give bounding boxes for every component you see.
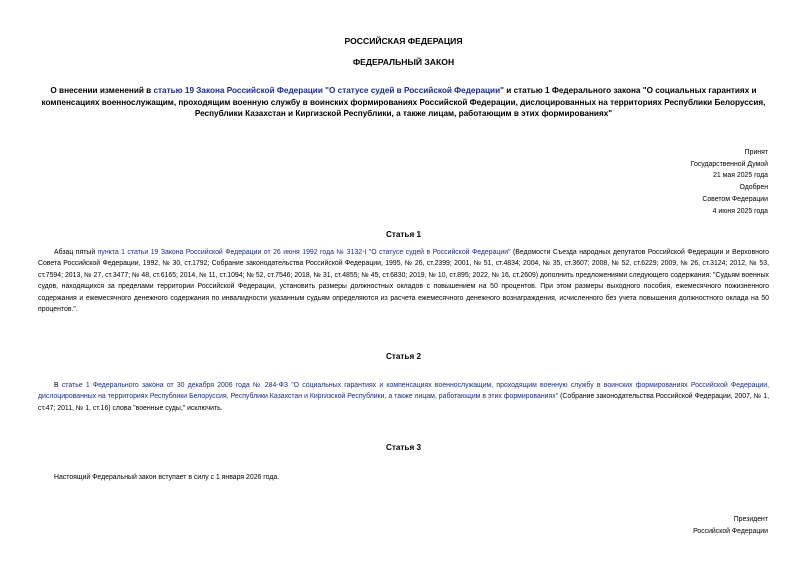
law-type-heading: ФЕДЕРАЛЬНЫЙ ЗАКОН (352, 57, 455, 67)
approved-by: Советом Федерации (702, 195, 768, 203)
article-2-text-a: В (54, 382, 62, 389)
country-heading: РОССИЙСКАЯ ФЕДЕРАЦИЯ (344, 36, 463, 46)
adopted-by: Государственной Думой (690, 160, 768, 168)
approved-label: Одобрен (739, 184, 768, 192)
article-1-text (38, 247, 769, 315)
signature-country: Российской Федерации (693, 527, 768, 535)
article-2-title: Статья 2 (385, 352, 422, 361)
adoption-block (691, 147, 768, 217)
adopted-date: 21 мая 2025 года (713, 172, 768, 180)
article-3-text (38, 472, 769, 483)
article-2-link[interactable]: статье 1 Федерального закона от 30 декабря 2006 года № 284-ФЗ "О социальных гарантиях и компенсациях военнослужащим, проходящим военную службу в воинских формированиях Российской Федерации, дислоцированных на территориях Республики Белоруссия, Республики Казахстан и Киргизской Республики, а также лицам, работающим в этих формированиях" (38, 382, 769, 401)
law-title-link[interactable]: статью 19 Закона Российской Федерации "О статусе судей в Российской Федерации" (153, 86, 504, 95)
article-1-text-b: (Ведомости Съезда народных депутатов Российской Федерации и Верховного Совета Российской Федерации, 1992, № 30, ст.1792; Собрание законодательства Российской Федерации, 1995, № 26, ст.2399; 2001, № 51, ст.4834; 2004, № 35, ст.3607; 2008, № 52, ст.6229; 2009, № 26, ст.3124; 2012, № 53, ст.7594; 2013, № 27, ст.3477; № 48, ст.6165; 2014, № 11, ст.1094; № 52, ст.7546; 2018, № 31, ст.4855; № 45, ст.6830; 2019, № 10, ст.895; 2022, № 16, ст.2609) дополнить предложениями следующего содержания: "Судьям военных судов, находящихся за пределами территории Российской Федерации, установить размеры должностных окладов с повышением на 50 процентов. При этом размеры выходного пособия, ежемесячного пожизненного содержания и ежемесячного денежного содержания по инвалидности указанным судьям определяются из расчета ежемесячного денежного вознаграждения, исчисленного без учета повышения должностного оклада на 50 процентов.". (38, 249, 769, 314)
law-title-text-2: и статью 1 Федерального закона "О социальных гарантиях и компенсациях военнослужащим, проходящим военную службу в воинских формированиях Российской Федерации, дислоцированных на территориях Республики Белоруссия, Республики Казахстан и Киргизской Республики, а также лицам, работающим в этих формированиях" (41, 86, 766, 118)
law-title-text-1: О внесении изменений в (50, 86, 154, 95)
signature-title: Президент (733, 516, 768, 523)
article-3-text-body: Настоящий Федеральный закон вступает в силу с 1 января 2026 года. (54, 474, 280, 481)
article-1-title: Статья 1 (385, 230, 422, 239)
law-title (40, 85, 767, 120)
article-3-title: Статья 3 (385, 443, 422, 452)
signature-block (693, 514, 768, 537)
article-1-link[interactable]: пункта 1 статьи 19 Закона Российской Федерации от 26 июня 1992 года № 3132-I "О статусе судей в Российской Федерации" (97, 249, 511, 256)
approved-date: 4 июня 2025 года (712, 207, 768, 215)
article-2-text-b: (Собрание законодательства Российской Федерации, 2007, № 1, ст.47; 2011, № 1, ст.16) слова "военные суды," исключить. (38, 393, 769, 412)
adopted-label: Принят (744, 149, 768, 156)
article-2-text (38, 380, 769, 414)
article-1-text-a: Абзац пятый (54, 249, 98, 256)
